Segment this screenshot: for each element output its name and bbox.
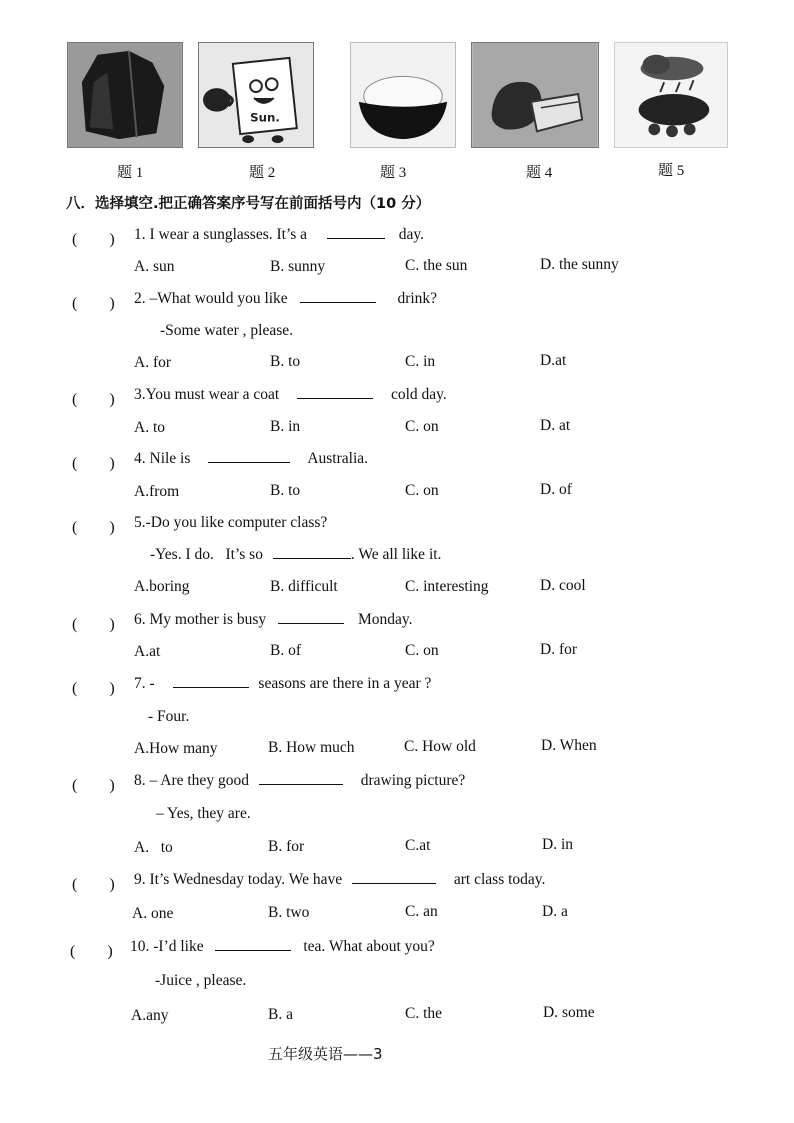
- question-number: 8.: [134, 772, 146, 789]
- question-text: You must wear a coat: [145, 386, 280, 403]
- question-text: -: [149, 675, 155, 692]
- question-text: -Do you like computer class?: [145, 514, 328, 531]
- option-a: A. to: [134, 839, 173, 856]
- picture-3: [350, 42, 456, 148]
- sun-cartoon-icon: [199, 43, 313, 147]
- answer-blank: [173, 675, 249, 688]
- option-c: C. on: [405, 482, 439, 499]
- picture-4: [471, 42, 599, 148]
- sweet-potato-icon: [472, 43, 598, 147]
- question-text-end: tea. What about you?: [303, 938, 435, 955]
- question-8: [134, 772, 465, 790]
- picture-1: [67, 42, 183, 148]
- reply-7: - Four.: [148, 708, 190, 725]
- answer-paren-6[interactable]: ( ): [72, 616, 115, 633]
- option-d: D. in: [542, 836, 573, 853]
- option-c: C.at: [405, 837, 431, 854]
- reply-8: – Yes, they are.: [156, 805, 251, 822]
- option-d: D. some: [543, 1004, 595, 1021]
- option-a: A. to: [134, 419, 165, 436]
- option-b: B. to: [270, 353, 301, 370]
- picture-2: [198, 42, 314, 148]
- reply-text-end: . We all like it.: [350, 546, 442, 563]
- question-5: [134, 514, 327, 532]
- question-number: 5.: [134, 514, 146, 531]
- option-d: D. a: [542, 903, 568, 920]
- caption-5: 题 5: [658, 163, 685, 179]
- option-d: D. When: [541, 737, 597, 754]
- option-b: B. How much: [268, 739, 355, 756]
- caption-2: 题 2: [249, 165, 276, 181]
- reply-10: -Juice , please.: [155, 972, 247, 989]
- question-text: My mother is busy: [149, 611, 267, 628]
- page-footer: 五年级英语——3: [268, 1045, 383, 1063]
- answer-blank: [215, 938, 291, 951]
- question-text: -I’d like: [153, 938, 204, 955]
- question-6: [134, 611, 412, 629]
- option-d: D. at: [540, 417, 571, 434]
- reply-2: -Some water , please.: [160, 322, 293, 339]
- question-text: I wear a sunglasses. It’s a: [149, 226, 308, 243]
- reply-5: [150, 546, 441, 564]
- question-text-end: Monday.: [357, 611, 413, 628]
- option-c: C. the sun: [405, 257, 468, 274]
- question-text: –What would you like: [149, 290, 288, 307]
- caption-4: 题 4: [526, 165, 553, 181]
- answer-paren-5[interactable]: ( ): [72, 519, 115, 536]
- option-b: B. sunny: [270, 258, 326, 275]
- option-c: C. the: [405, 1005, 443, 1022]
- option-a: A.boring: [134, 578, 190, 595]
- answer-paren-3[interactable]: ( ): [72, 391, 115, 408]
- question-1: [134, 226, 424, 244]
- option-d: D. the sunny: [540, 256, 619, 273]
- option-b: B. a: [268, 1006, 293, 1023]
- option-d: D. of: [540, 481, 572, 498]
- question-7: [134, 675, 431, 693]
- answer-blank: [297, 386, 373, 399]
- answer-paren-8[interactable]: ( ): [72, 777, 115, 794]
- option-a: A.any: [131, 1007, 169, 1024]
- answer-blank: [273, 546, 351, 559]
- answer-paren-10[interactable]: ( ): [70, 943, 113, 960]
- answer-paren-9[interactable]: ( ): [72, 876, 115, 893]
- option-c: C. How old: [404, 738, 476, 755]
- question-text: It’s Wednesday today. We have: [149, 871, 343, 888]
- option-a: A. one: [132, 905, 174, 922]
- option-a: A.from: [134, 483, 180, 500]
- question-number: 6.: [134, 611, 146, 628]
- option-c: C. on: [405, 642, 439, 659]
- question-text-end: cold day.: [390, 386, 447, 403]
- answer-paren-4[interactable]: ( ): [72, 455, 115, 472]
- option-c: C. an: [405, 903, 438, 920]
- option-b: B. to: [270, 482, 301, 499]
- option-c: C. in: [405, 353, 436, 370]
- answer-blank: [327, 226, 385, 239]
- question-text-end: art class today.: [453, 871, 546, 888]
- option-a: A. sun: [134, 258, 175, 275]
- question-number: 9.: [134, 871, 146, 888]
- option-a: A.at: [134, 643, 161, 660]
- option-b: B. difficult: [270, 578, 338, 595]
- question-text: – Are they good: [149, 772, 249, 789]
- option-a: A. for: [134, 354, 172, 371]
- caption-1: 题 1: [117, 165, 144, 181]
- answer-blank: [352, 871, 436, 884]
- question-text-end: seasons are there in a year ?: [258, 675, 432, 692]
- option-b: B. two: [268, 904, 310, 921]
- question-number: 7.: [134, 675, 146, 692]
- question-4: [134, 450, 368, 468]
- option-d: D.at: [540, 352, 567, 369]
- reply-text: -Yes. I do. It’s so: [150, 546, 263, 563]
- question-text: Nile is: [149, 450, 191, 467]
- question-text-end: Australia.: [307, 450, 369, 467]
- option-a: A.How many: [134, 740, 218, 757]
- option-c: C. on: [405, 418, 439, 435]
- clothes-icon: [68, 43, 182, 147]
- option-b: B. of: [270, 642, 301, 659]
- question-10: [130, 938, 435, 956]
- question-text-end: drink?: [397, 290, 438, 307]
- option-b: B. in: [270, 418, 301, 435]
- caption-3: 题 3: [380, 165, 407, 181]
- question-number: 10.: [130, 938, 150, 955]
- answer-blank: [208, 450, 290, 463]
- section-title: 八．选择填空.把正确答案序号写在前面括号内（10 分）: [66, 196, 431, 212]
- question-2: [134, 290, 437, 308]
- question-number: 2.: [134, 290, 146, 307]
- answer-blank: [278, 611, 344, 624]
- question-text-end: drawing picture?: [360, 772, 466, 789]
- option-b: B. for: [268, 838, 305, 855]
- rain-cloud-icon: [615, 43, 727, 147]
- option-c: C. interesting: [405, 578, 489, 595]
- question-text-end: day.: [398, 226, 425, 243]
- rice-bowl-icon: [351, 43, 455, 147]
- answer-paren-7[interactable]: ( ): [72, 680, 115, 697]
- answer-blank: [259, 772, 343, 785]
- question-9: [134, 871, 545, 889]
- answer-blank: [300, 290, 376, 303]
- answer-paren-2[interactable]: ( ): [72, 295, 115, 312]
- answer-paren-1[interactable]: ( ): [72, 231, 115, 248]
- picture-5: [614, 42, 728, 148]
- question-number: 3.: [134, 386, 146, 403]
- question-number: 1.: [134, 226, 146, 243]
- option-d: D. cool: [540, 577, 586, 594]
- question-3: [134, 386, 447, 404]
- question-number: 4.: [134, 450, 146, 467]
- option-d: D. for: [540, 641, 578, 658]
- sun-label: Sun.: [250, 110, 280, 125]
